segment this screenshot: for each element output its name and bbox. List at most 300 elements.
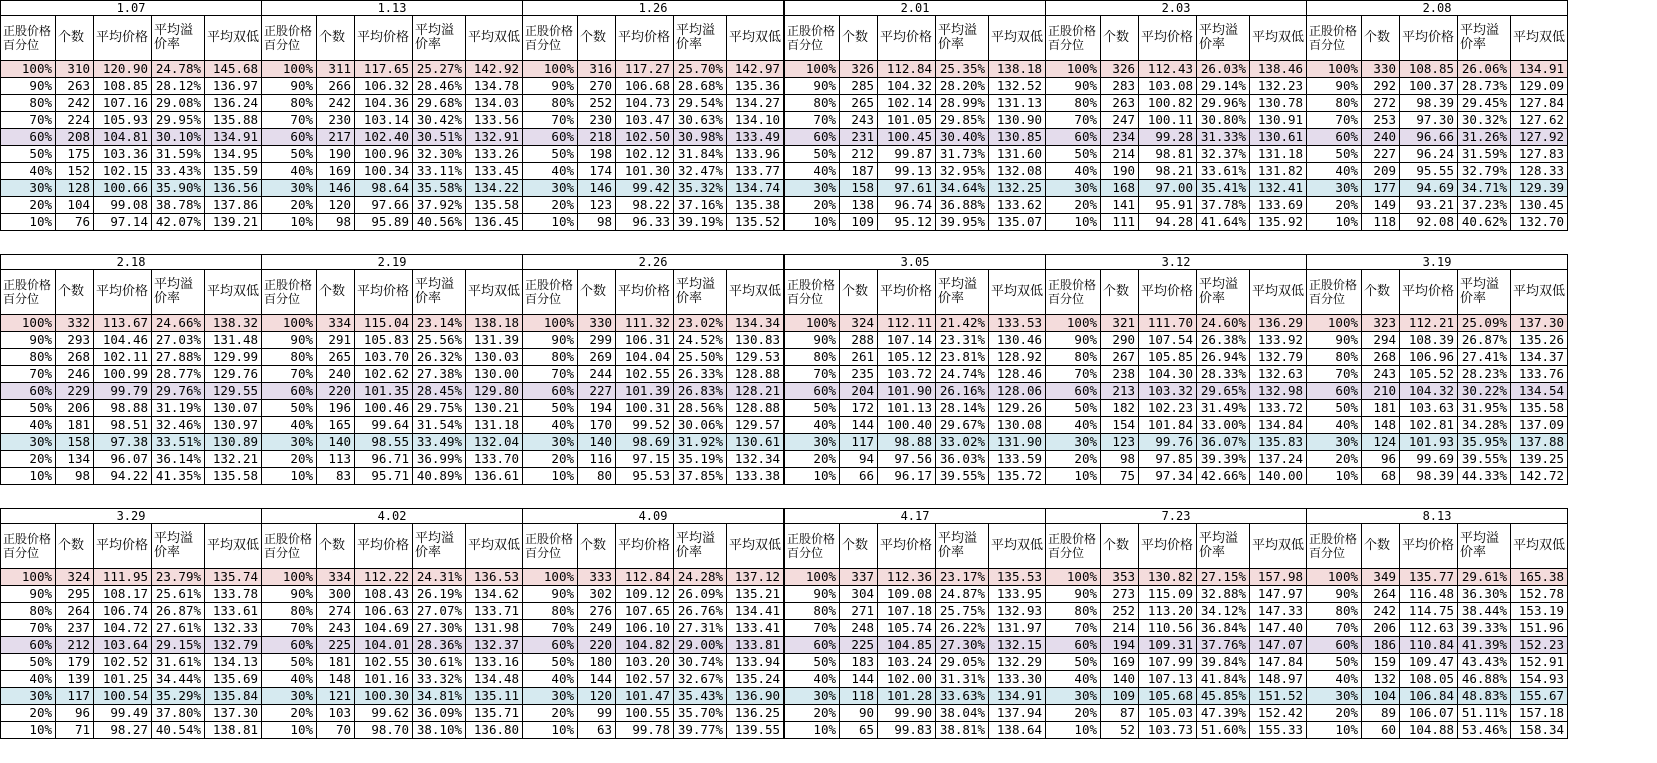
table-cell: 100.40 [878,417,936,434]
table-cell: 148 [317,671,355,688]
table-cell: 103.14 [355,112,413,129]
table-cell: 51.60% [1197,722,1250,739]
table-cell: 246 [56,366,94,383]
table-cell: 115.09 [1139,586,1197,603]
block-title: 3.29 [1,509,262,524]
table-cell: 158 [840,180,878,197]
table-cell: 206 [56,400,94,417]
table-cell: 23.79% [152,569,205,586]
table-cell: 217 [317,129,355,146]
table-cell: 133.76 [1511,366,1568,383]
table-cell: 71 [56,722,94,739]
table-cell: 132.63 [1250,366,1307,383]
table-cell: 112.84 [616,569,674,586]
table-row [1307,112,1568,129]
table-row [262,315,523,332]
table-cell: 46.88% [1458,671,1511,688]
table-cell: 80% [262,603,317,620]
table-cell: 99.83 [878,722,936,739]
table-cell: 132.52 [989,78,1046,95]
table-row [1307,705,1568,722]
table-row [1,688,262,705]
table-cell: 30% [785,688,840,705]
table-row [523,722,784,739]
table-cell: 132.08 [989,163,1046,180]
table-cell: 130.91 [1250,112,1307,129]
table-cell: 283 [1101,78,1139,95]
table-cell: 60% [1307,383,1362,400]
table-cell: 129.55 [205,383,262,400]
table-cell: 105.68 [1139,688,1197,705]
table-cell: 36.07% [1197,434,1250,451]
table-cell: 60% [1,129,56,146]
column-header: 平均溢价率 [152,270,205,315]
table-cell: 28.68% [674,78,727,95]
table-row [785,95,1046,112]
table-cell: 36.30% [1458,586,1511,603]
table-row [1307,78,1568,95]
table-cell: 70% [785,112,840,129]
table-cell: 133.41 [727,620,784,637]
table-cell: 100.66 [94,180,152,197]
table-cell: 30% [1,434,56,451]
table-cell: 133.81 [727,637,784,654]
table-cell: 20% [1307,197,1362,214]
table-cell: 33.49% [413,434,466,451]
data-block [1306,254,1567,485]
table-cell: 133.71 [466,603,523,620]
table-row [785,603,1046,620]
table-cell: 50% [1046,146,1101,163]
block-table [784,0,1046,231]
column-header: 个数 [578,270,616,315]
column-header: 平均溢价率 [1458,16,1511,61]
table-cell: 25.56% [413,332,466,349]
table-cell: 40.89% [413,468,466,485]
table-cell: 132.41 [1250,180,1307,197]
table-cell: 24.52% [674,332,727,349]
table-cell: 106.10 [616,620,674,637]
table-cell: 90% [1307,586,1362,603]
table-cell: 117 [840,434,878,451]
table-cell: 108.43 [355,586,413,603]
block-title: 1.07 [1,1,262,16]
table-cell: 135.58 [1511,400,1568,417]
table-cell: 136.90 [727,688,784,705]
table-cell: 34.81% [413,688,466,705]
table-cell: 177 [1362,180,1400,197]
table-cell: 323 [1362,315,1400,332]
table-cell: 109 [1101,688,1139,705]
table-cell: 31.59% [152,146,205,163]
table-cell: 102.55 [616,366,674,383]
table-cell: 30.32% [1458,112,1511,129]
table-cell: 31.54% [413,417,466,434]
table-cell: 98.21 [1139,163,1197,180]
table-cell: 101.90 [878,383,936,400]
table-cell: 100% [1046,569,1101,586]
table-cell: 101.39 [616,383,674,400]
table-cell: 231 [840,129,878,146]
table-row [1046,400,1307,417]
table-cell: 50% [785,400,840,417]
table-cell: 42.66% [1197,468,1250,485]
table-cell: 104.04 [616,349,674,366]
block-title: 4.09 [523,509,784,524]
table-cell: 95.55 [1400,163,1458,180]
table-cell: 25.75% [936,603,989,620]
table-cell: 106.07 [1400,705,1458,722]
table-cell: 132.33 [205,620,262,637]
table-cell: 334 [317,569,355,586]
table-cell: 20% [523,451,578,468]
table-cell: 113 [317,451,355,468]
table-cell: 132.21 [205,451,262,468]
table-cell: 40% [1046,417,1101,434]
table-cell: 97.34 [1139,468,1197,485]
table-cell: 105.93 [94,112,152,129]
table-cell: 30.22% [1458,383,1511,400]
table-cell: 96.07 [94,451,152,468]
table-cell: 134.48 [466,671,523,688]
table-row [523,671,784,688]
table-cell: 129.99 [205,349,262,366]
table-cell: 108.05 [1400,671,1458,688]
table-cell: 109.47 [1400,654,1458,671]
table-row [1,332,262,349]
table-cell: 35.58% [413,180,466,197]
table-cell: 133.38 [727,468,784,485]
table-cell: 50% [785,654,840,671]
data-block [261,0,522,231]
table-cell: 104.46 [94,332,152,349]
table-cell: 80% [785,603,840,620]
column-header: 正股价格百分位 [262,270,317,315]
table-cell: 139 [56,671,94,688]
table-cell: 20% [262,705,317,722]
table-cell: 95.12 [878,214,936,231]
table-cell: 106.84 [1400,688,1458,705]
table-row [1307,671,1568,688]
table-cell: 133.70 [466,451,523,468]
table-cell: 106.96 [1400,349,1458,366]
table-cell: 100% [1,569,56,586]
table-row [785,349,1046,366]
table-row [1,417,262,434]
table-cell: 152.23 [1511,637,1568,654]
table-cell: 98.39 [1400,95,1458,112]
table-cell: 34.71% [1458,180,1511,197]
table-cell: 149 [1362,197,1400,214]
table-cell: 288 [840,332,878,349]
table-cell: 249 [578,620,616,637]
table-cell: 10% [1046,214,1101,231]
table-cell: 30% [1307,180,1362,197]
table-cell: 80% [1,95,56,112]
table-cell: 109.08 [878,586,936,603]
table-cell: 103.20 [616,654,674,671]
table-cell: 30% [1307,688,1362,705]
table-cell: 63 [578,722,616,739]
table-cell: 152 [56,163,94,180]
table-row [785,332,1046,349]
table-cell: 98 [56,468,94,485]
table-cell: 131.60 [989,146,1046,163]
table-cell: 100.45 [878,129,936,146]
table-cell: 36.09% [413,705,466,722]
table-row [523,112,784,129]
table-cell: 326 [840,61,878,78]
table-cell: 30% [262,688,317,705]
block-title: 1.26 [523,1,784,16]
table-row [785,366,1046,383]
table-cell: 109.12 [616,586,674,603]
table-cell: 100.31 [616,400,674,417]
table-cell: 60% [1046,383,1101,400]
table-cell: 25.09% [1458,315,1511,332]
table-cell: 139.21 [205,214,262,231]
table-cell: 100.99 [94,366,152,383]
table-row [1046,417,1307,434]
table-cell: 100% [785,315,840,332]
table-cell: 97.38 [94,434,152,451]
table-cell: 138.81 [205,722,262,739]
table-row [262,451,523,468]
table-cell: 35.95% [1458,434,1511,451]
data-block [784,508,1045,739]
column-header: 个数 [317,16,355,61]
table-cell: 135.59 [205,163,262,180]
table-cell: 100.82 [1139,95,1197,112]
table-cell: 50% [1046,654,1101,671]
table-cell: 24.78% [152,61,205,78]
table-cell: 135.77 [1400,569,1458,586]
table-row [1307,197,1568,214]
table-cell: 98.64 [355,180,413,197]
table-cell: 29.85% [936,112,989,129]
table-row [1,468,262,485]
table-cell: 273 [1101,586,1139,603]
table-cell: 130.46 [989,332,1046,349]
table-cell: 104.69 [355,620,413,637]
table-row [1046,78,1307,95]
table-cell: 103 [317,705,355,722]
table-cell: 179 [56,654,94,671]
block-title: 2.01 [785,1,1046,16]
table-row [1307,95,1568,112]
column-header: 平均溢价率 [1458,524,1511,569]
table-cell: 97.14 [94,214,152,231]
table-cell: 110.56 [1139,620,1197,637]
table-row [1307,586,1568,603]
table-cell: 39.84% [1197,654,1250,671]
table-row [1307,603,1568,620]
table-cell: 138.46 [1250,61,1307,78]
table-cell: 134.34 [727,315,784,332]
table-cell: 103.70 [355,349,413,366]
table-cell: 133.53 [989,315,1046,332]
column-header: 平均价格 [1400,16,1458,61]
table-cell: 244 [578,366,616,383]
table-cell: 80% [1,349,56,366]
table-cell: 134.74 [727,180,784,197]
table-cell: 134.03 [466,95,523,112]
table-cell: 28.46% [413,78,466,95]
table-cell: 70% [1307,620,1362,637]
table-row [1307,315,1568,332]
table-cell: 33.51% [152,434,205,451]
table-row [523,163,784,180]
table-cell: 169 [317,163,355,180]
table-cell: 111.95 [94,569,152,586]
table-cell: 37.85% [674,468,727,485]
table-cell: 39.55% [936,468,989,485]
table-row [785,78,1046,95]
table-cell: 106.32 [355,78,413,95]
table-cell: 157.98 [1250,569,1307,586]
block-title: 2.18 [1,255,262,270]
table-cell: 294 [1362,332,1400,349]
table-cell: 94 [840,451,878,468]
table-cell: 97.85 [1139,451,1197,468]
table-cell: 37.78% [1197,197,1250,214]
table-cell: 265 [317,349,355,366]
table-cell: 30.61% [413,654,466,671]
table-cell: 214 [1101,620,1139,637]
table-row [1307,637,1568,654]
table-row [262,400,523,417]
table-cell: 10% [262,214,317,231]
column-header: 平均溢价率 [1197,270,1250,315]
table-cell: 99.69 [1400,451,1458,468]
table-cell: 170 [578,417,616,434]
table-row [1307,468,1568,485]
table-cell: 230 [578,112,616,129]
table-cell: 291 [317,332,355,349]
table-cell: 112.84 [878,61,936,78]
table-cell: 96.33 [616,214,674,231]
table-cell: 10% [523,468,578,485]
table-cell: 134.91 [1511,61,1568,78]
column-header: 平均双低 [466,524,523,569]
table-cell: 224 [56,112,94,129]
table-row [1,349,262,366]
table-cell: 33.32% [413,671,466,688]
table-cell: 316 [578,61,616,78]
table-cell: 51.11% [1458,705,1511,722]
table-cell: 60% [1307,637,1362,654]
table-cell: 80% [785,95,840,112]
table-cell: 99.13 [878,163,936,180]
table-cell: 99.52 [616,417,674,434]
table-row [1,366,262,383]
column-header: 平均双低 [727,524,784,569]
table-cell: 132.34 [727,451,784,468]
table-row [523,620,784,637]
table-cell: 102.62 [355,366,413,383]
table-cell: 252 [1101,603,1139,620]
table-cell: 80% [1046,603,1101,620]
table-cell: 212 [840,146,878,163]
table-cell: 152.42 [1250,705,1307,722]
table-cell: 159 [1362,654,1400,671]
table-row [523,197,784,214]
table-cell: 134.95 [205,146,262,163]
table-cell: 100% [1,61,56,78]
table-cell: 103.08 [1139,78,1197,95]
table-cell: 120 [578,688,616,705]
table-cell: 99.90 [878,705,936,722]
table-cell: 182 [1101,400,1139,417]
table-cell: 104.85 [878,637,936,654]
table-cell: 117.27 [616,61,674,78]
table-cell: 32.79% [1458,163,1511,180]
block-table [1045,0,1307,231]
table-row [262,197,523,214]
table-cell: 31.84% [674,146,727,163]
table-cell: 114.75 [1400,603,1458,620]
table-cell: 70% [1307,366,1362,383]
table-row [523,417,784,434]
table-cell: 90% [523,586,578,603]
data-block [522,508,784,739]
table-row [523,586,784,603]
table-cell: 36.99% [413,451,466,468]
table-cell: 60% [523,383,578,400]
table-row [1307,180,1568,197]
table-cell: 100.96 [355,146,413,163]
table-cell: 144 [840,671,878,688]
table-cell: 268 [1362,349,1400,366]
table-cell: 28.45% [413,383,466,400]
table-cell: 30.10% [152,129,205,146]
table-row [785,214,1046,231]
table-cell: 98.55 [355,434,413,451]
table-cell: 130.78 [1250,95,1307,112]
data-block [784,0,1045,231]
table-cell: 10% [1307,214,1362,231]
column-header: 正股价格百分位 [1307,16,1362,61]
table-row [1,586,262,603]
table-cell: 20% [523,197,578,214]
table-cell: 136.53 [466,569,523,586]
table-cell: 20% [785,197,840,214]
table-cell: 97.00 [1139,180,1197,197]
table-cell: 155.33 [1250,722,1307,739]
table-cell: 42.07% [152,214,205,231]
table-row [1046,315,1307,332]
table-cell: 138.32 [205,315,262,332]
table-cell: 26.87% [1458,332,1511,349]
table-row [785,620,1046,637]
table-cell: 103.32 [1139,383,1197,400]
table-cell: 138.64 [989,722,1046,739]
table-cell: 127.62 [1511,112,1568,129]
block-table [522,508,784,739]
table-cell: 118 [840,688,878,705]
table-cell: 97.61 [878,180,936,197]
table-cell: 31.31% [936,671,989,688]
table-cell: 50% [1307,400,1362,417]
table-cell: 198 [578,146,616,163]
table-row [1307,366,1568,383]
table-cell: 50% [523,146,578,163]
column-header: 正股价格百分位 [1046,16,1101,61]
table-cell: 103.72 [878,366,936,383]
table-cell: 130.85 [989,129,1046,146]
table-cell: 107.16 [94,95,152,112]
table-cell: 98 [317,214,355,231]
